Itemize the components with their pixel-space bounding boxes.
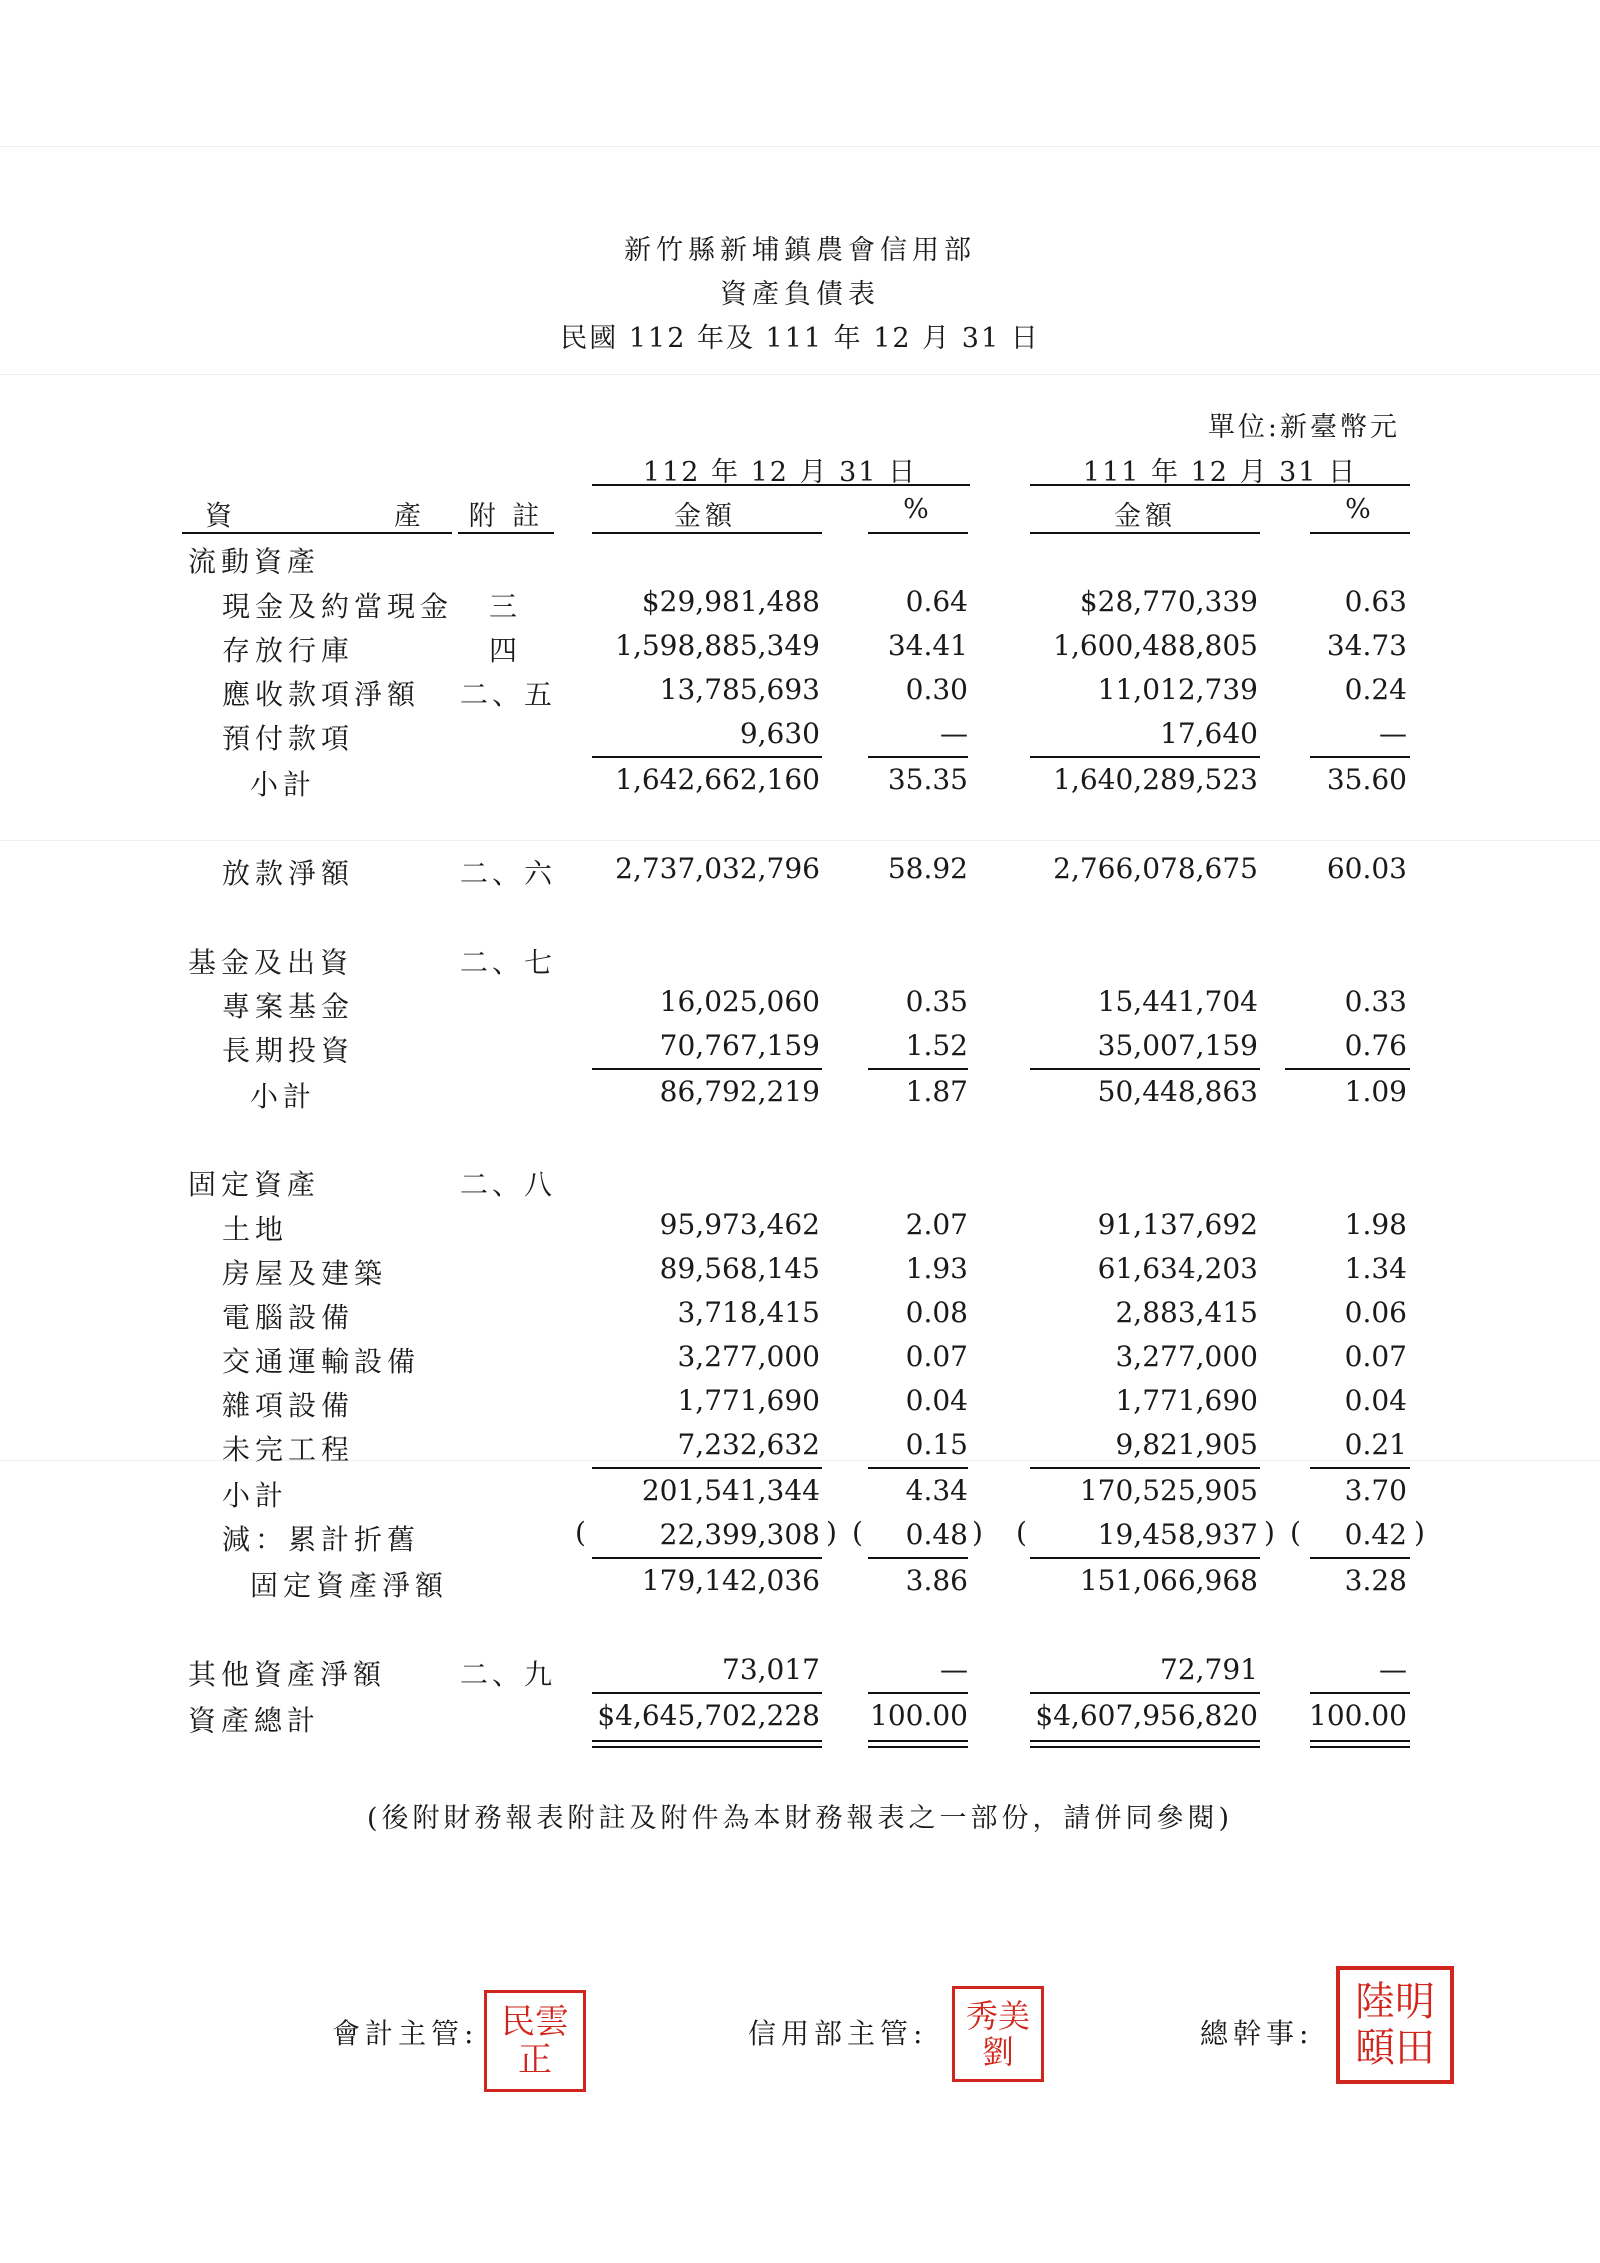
paren-close: ) <box>826 1516 837 1549</box>
subtotal-rule <box>868 1557 968 1559</box>
row-note: 二、六 <box>460 857 557 890</box>
pct-111: 0.76 <box>1344 1029 1407 1062</box>
pct-112: 1.93 <box>905 1252 968 1285</box>
period-underline-111 <box>1030 484 1410 486</box>
amount-111: 151,066,968 <box>1079 1564 1258 1597</box>
paren-close: ) <box>1264 1516 1275 1549</box>
table-row <box>0 1518 1600 1558</box>
pct-112: — <box>940 1653 968 1686</box>
amount-112: 1,642,662,160 <box>615 763 820 796</box>
amount-111: 9,821,905 <box>1115 1428 1258 1461</box>
amount-111: 50,448,863 <box>1097 1075 1258 1108</box>
row-note: 二、八 <box>460 1168 557 1201</box>
pct-112: 2.07 <box>905 1208 968 1241</box>
table-row <box>0 1384 1600 1424</box>
column-item-right: 產 <box>394 501 425 532</box>
row-label: 其他資產淨額 <box>188 1658 387 1691</box>
amount-111: 72,791 <box>1160 1653 1258 1686</box>
amount-112: 7,232,632 <box>677 1428 820 1461</box>
row-note: 三 <box>488 590 521 623</box>
seal-accounting <box>484 1990 586 2092</box>
pct-111: — <box>1379 717 1407 750</box>
column-pct-112: % <box>903 494 933 525</box>
subtotal-rule <box>868 1692 968 1694</box>
pct-112: 0.08 <box>905 1296 968 1329</box>
row-label: 固定資產淨額 <box>250 1569 449 1602</box>
subtotal-rule <box>592 1467 822 1469</box>
paren-open: ( <box>1290 1516 1301 1549</box>
header-rule-pct-111 <box>1310 532 1410 534</box>
table-row <box>0 763 1600 803</box>
row-label: 未完工程 <box>222 1433 355 1466</box>
pct-111: 0.42 <box>1344 1518 1407 1551</box>
row-note: 二、九 <box>460 1658 557 1691</box>
row-label: 專案基金 <box>222 990 355 1023</box>
amount-111: 1,771,690 <box>1115 1384 1258 1417</box>
row-label: 減：累計折舊 <box>222 1523 421 1556</box>
period-header-111: 111 年 12 月 31 日 <box>1082 457 1358 488</box>
row-label: 土地 <box>222 1213 289 1246</box>
pct-112: 0.48 <box>905 1518 968 1551</box>
pct-112: 3.86 <box>905 1564 968 1597</box>
table-row <box>0 941 1600 981</box>
seal-general <box>1336 1966 1454 2084</box>
signature-credit-label: 信用部主管: <box>748 2017 928 2050</box>
pct-112: 100.00 <box>870 1699 968 1732</box>
amount-112: 89,568,145 <box>659 1252 820 1285</box>
table-row <box>0 1163 1600 1203</box>
subtotal-rule <box>868 1467 968 1469</box>
pct-111: — <box>1379 1653 1407 1686</box>
amount-112: 201,541,344 <box>641 1474 820 1507</box>
amount-112: 73,017 <box>722 1653 820 1686</box>
amount-111: $4,607,956,820 <box>1035 1699 1258 1732</box>
pct-112: 1.52 <box>905 1029 968 1062</box>
table-row <box>0 585 1600 625</box>
pct-111: 60.03 <box>1326 852 1407 885</box>
pct-111: 1.98 <box>1344 1208 1407 1241</box>
row-label: 交通運輸設備 <box>222 1345 421 1378</box>
amount-112: 70,767,159 <box>659 1029 820 1062</box>
row-label: 房屋及建築 <box>222 1257 388 1290</box>
column-note: 附 註 <box>468 501 544 532</box>
paren-open: ( <box>852 1516 863 1549</box>
amount-112: 86,792,219 <box>659 1075 820 1108</box>
period-header-112: 112 年 12 月 31 日 <box>642 457 918 488</box>
subtotal-rule <box>1030 1692 1260 1694</box>
pct-111: 1.34 <box>1344 1252 1407 1285</box>
subtotal-rule <box>592 1557 822 1559</box>
subtotal-rule <box>592 1068 822 1070</box>
amount-112: $4,645,702,228 <box>597 1699 820 1732</box>
pct-112: 4.34 <box>905 1474 968 1507</box>
amount-112: 9,630 <box>739 717 820 750</box>
header-rule-pct-112 <box>868 532 968 534</box>
row-label: 長期投資 <box>222 1034 355 1067</box>
amount-112: 3,277,000 <box>677 1340 820 1373</box>
pct-112: 0.15 <box>905 1428 968 1461</box>
row-label: 雜項設備 <box>222 1389 355 1422</box>
table-row <box>0 717 1600 757</box>
amount-111: 1,640,289,523 <box>1053 763 1258 796</box>
amount-112: 13,785,693 <box>659 673 820 706</box>
pct-111: 0.63 <box>1344 585 1407 618</box>
amount-111: 91,137,692 <box>1097 1208 1258 1241</box>
row-label: 小計 <box>250 768 317 801</box>
row-label: 存放行庫 <box>222 634 355 667</box>
seal-accounting-text: 民雲正 <box>501 2002 569 2080</box>
pct-111: 0.04 <box>1344 1384 1407 1417</box>
row-note: 二、七 <box>460 946 557 979</box>
pct-112: — <box>940 717 968 750</box>
header-rule-item <box>182 532 452 534</box>
pct-112: 35.35 <box>887 763 968 796</box>
pct-112: 0.07 <box>905 1340 968 1373</box>
signature-general-label: 總幹事: <box>1200 2017 1314 2050</box>
amount-111: 2,883,415 <box>1115 1296 1258 1329</box>
row-label: 流動資產 <box>188 545 321 578</box>
table-row <box>0 985 1600 1025</box>
pct-111: 0.21 <box>1344 1428 1407 1461</box>
amount-112: 1,771,690 <box>677 1384 820 1417</box>
row-label: 固定資產 <box>188 1168 321 1201</box>
amount-112: 179,142,036 <box>641 1564 820 1597</box>
amount-111: 1,600,488,805 <box>1053 629 1258 662</box>
subtotal-rule <box>1310 1467 1410 1469</box>
amount-111: 19,458,937 <box>1097 1518 1258 1551</box>
total-double-rule <box>1030 1740 1260 1748</box>
pct-111: 0.33 <box>1344 985 1407 1018</box>
row-label: 現金及約當現金 <box>222 590 454 623</box>
paren-close: ) <box>972 1516 983 1549</box>
org-name: 新竹縣新埔鎮農會信用部 <box>624 235 976 266</box>
header-rule-note <box>458 532 554 534</box>
column-pct-111: % <box>1345 494 1375 525</box>
subtotal-rule <box>868 756 968 758</box>
column-item-left: 資 <box>205 501 236 532</box>
footnote: (後附財務報表附註及附件為本財務報表之一部份，請併同參閱) <box>366 1803 1234 1834</box>
amount-111: 2,766,078,675 <box>1053 852 1258 885</box>
amount-112: 22,399,308 <box>659 1518 820 1551</box>
subtotal-rule <box>868 1068 968 1070</box>
pct-112: 0.04 <box>905 1384 968 1417</box>
amount-111: 17,640 <box>1160 717 1258 750</box>
seal-credit-text: 秀美劉 <box>965 1997 1030 2071</box>
table-row <box>0 1699 1600 1739</box>
row-label: 電腦設備 <box>222 1301 355 1334</box>
header-rule-amount-112 <box>592 532 822 534</box>
row-label: 放款淨額 <box>222 857 355 890</box>
row-label: 應收款項淨額 <box>222 678 421 711</box>
amount-111: 61,634,203 <box>1097 1252 1258 1285</box>
table-row <box>0 629 1600 669</box>
total-double-rule <box>868 1740 968 1748</box>
pct-111: 100.00 <box>1309 1699 1407 1732</box>
pct-111: 1.09 <box>1344 1075 1407 1108</box>
amount-112: 1,598,885,349 <box>615 629 820 662</box>
amount-111: 11,012,739 <box>1097 673 1258 706</box>
pct-111: 3.70 <box>1344 1474 1407 1507</box>
table-row <box>0 1252 1600 1292</box>
table-row <box>0 852 1600 892</box>
subtotal-rule <box>592 756 822 758</box>
amount-111: $28,770,339 <box>1079 585 1258 618</box>
statement-title: 資產負債表 <box>720 279 880 310</box>
table-row <box>0 1653 1600 1693</box>
period-underline-112 <box>592 484 970 486</box>
pct-112: 1.87 <box>905 1075 968 1108</box>
column-amount-112: 金額 <box>674 501 736 532</box>
amount-111: 15,441,704 <box>1097 985 1258 1018</box>
amount-112: 2,737,032,796 <box>615 852 820 885</box>
amount-112: 3,718,415 <box>677 1296 820 1329</box>
table-row <box>0 1075 1600 1115</box>
column-amount-111: 金額 <box>1114 501 1176 532</box>
amount-112: 95,973,462 <box>659 1208 820 1241</box>
signature-accounting-label: 會計主管: <box>332 2017 479 2050</box>
pct-111: 0.24 <box>1344 673 1407 706</box>
pct-111: 0.06 <box>1344 1296 1407 1329</box>
pct-112: 0.35 <box>905 985 968 1018</box>
row-label: 預付款項 <box>222 722 355 755</box>
row-label: 資產總計 <box>188 1704 321 1737</box>
table-row <box>0 1340 1600 1380</box>
amount-111: 35,007,159 <box>1097 1029 1258 1062</box>
total-double-rule <box>1310 1740 1410 1748</box>
currency-unit: 單位:新臺幣元 <box>1207 412 1400 443</box>
subtotal-rule <box>1310 1557 1410 1559</box>
pct-112: 58.92 <box>887 852 968 885</box>
table-row <box>0 1029 1600 1069</box>
row-note: 二、五 <box>460 678 557 711</box>
table-row <box>0 1296 1600 1336</box>
pct-111: 35.60 <box>1326 763 1407 796</box>
header-rule-amount-111 <box>1030 532 1260 534</box>
pct-112: 0.30 <box>905 673 968 706</box>
pct-111: 0.07 <box>1344 1340 1407 1373</box>
amount-112: 16,025,060 <box>659 985 820 1018</box>
subtotal-rule <box>1030 756 1260 758</box>
paren-open: ( <box>575 1516 586 1549</box>
table-row <box>0 1428 1600 1468</box>
table-row <box>0 1474 1600 1514</box>
seal-general-text: 陸明頤田 <box>1355 1979 1435 2071</box>
pct-111: 34.73 <box>1326 629 1407 662</box>
amount-111: 170,525,905 <box>1079 1474 1258 1507</box>
row-note: 四 <box>488 634 521 667</box>
pct-112: 0.64 <box>905 585 968 618</box>
subtotal-rule <box>1310 756 1410 758</box>
statement-period: 民國 112 年及 111 年 12 月 31 日 <box>560 323 1040 354</box>
row-label: 基金及出資 <box>188 946 354 979</box>
subtotal-rule <box>1030 1068 1260 1070</box>
subtotal-rule <box>1310 1692 1410 1694</box>
table-row <box>0 1564 1600 1604</box>
table-row <box>0 1208 1600 1248</box>
row-label: 小計 <box>250 1080 317 1113</box>
paren-open: ( <box>1016 1516 1027 1549</box>
amount-111: 3,277,000 <box>1115 1340 1258 1373</box>
subtotal-rule <box>1030 1467 1260 1469</box>
amount-112: $29,981,488 <box>641 585 820 618</box>
subtotal-rule <box>592 1692 822 1694</box>
pct-112: 34.41 <box>887 629 968 662</box>
table-row <box>0 540 1600 580</box>
row-label: 小計 <box>222 1479 289 1512</box>
paren-close: ) <box>1414 1516 1425 1549</box>
subtotal-rule <box>1030 1557 1260 1559</box>
subtotal-rule <box>1285 1068 1410 1070</box>
seal-credit <box>952 1986 1044 2082</box>
total-double-rule <box>592 1740 822 1748</box>
pct-111: 3.28 <box>1344 1564 1407 1597</box>
table-row <box>0 673 1600 713</box>
